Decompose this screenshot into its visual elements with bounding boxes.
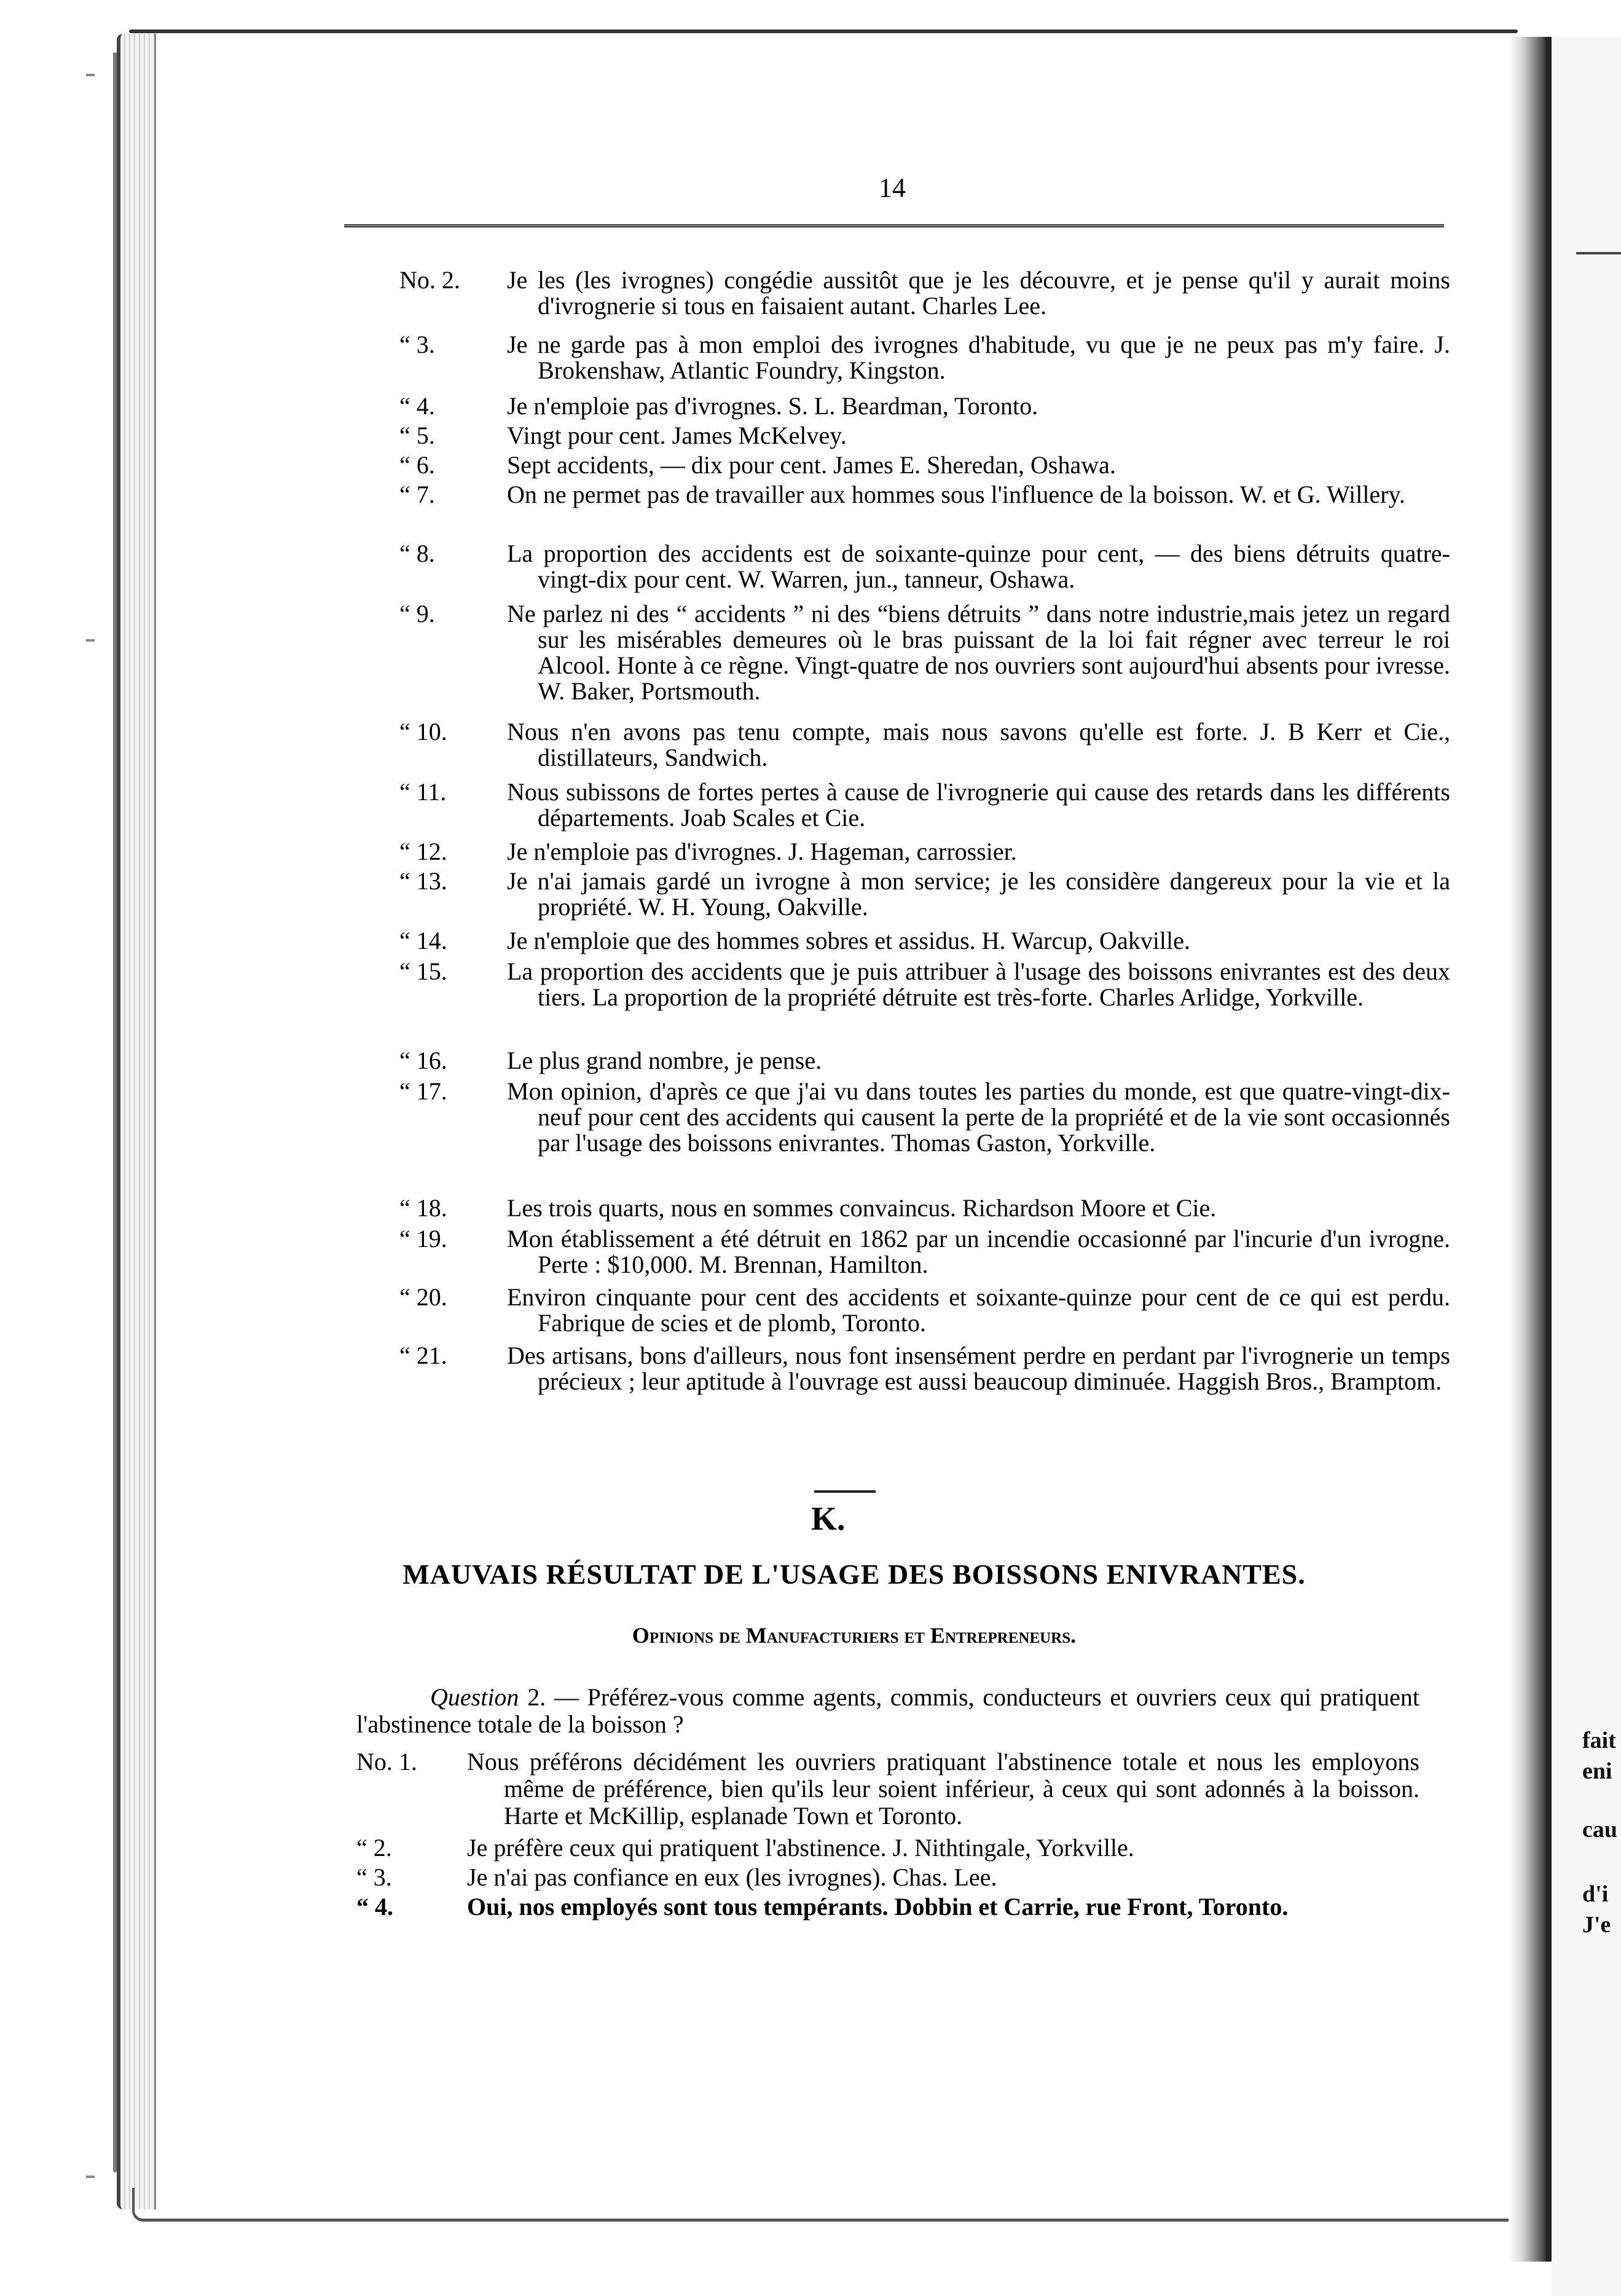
item-text: Nous n'en avons pas tenu compte, mais nous savons qu'elle est forte. J. B Kerr et Cie., distillateurs, Sandwich. xyxy=(507,718,1450,771)
item-text: Oui, nos employés sont tous tempérants. Dobbin et Carrie, rue Front, Toronto. xyxy=(467,1893,1289,1921)
list-item xyxy=(399,1284,1450,1336)
section-subtitle: Opinions de Manufacturiers et Entrepreneurs. xyxy=(632,1623,1077,1648)
item-number: “ 2. xyxy=(356,1834,392,1862)
list-item xyxy=(399,423,1450,449)
item-text: Nous préférons décidément les ouvriers pratiquant l'abstinence totale et nous les employons même de préférence, bien qu'ils leur soient inférieur, à ceux qui sont adonnés à la boisson. Harte et McKillip, esplanade Town et Toronto. xyxy=(467,1748,1419,1830)
list-item xyxy=(399,267,1450,319)
item-text: La proportion des accidents est de soixante-quinze pour cent, — des biens détruits quatre-vingt-dix pour cent. W. Warren, jun., tanneur, Oshawa. xyxy=(507,540,1450,593)
question-label: Question xyxy=(430,1683,519,1711)
list-item xyxy=(399,1226,1450,1278)
margin-mark xyxy=(86,2176,95,2178)
list-item xyxy=(399,332,1450,383)
item-number: “ 15. xyxy=(399,957,447,985)
list-item xyxy=(399,482,1450,508)
facing-page-rule xyxy=(1576,252,1621,254)
list-item xyxy=(399,959,1450,1010)
item-text: Vingt pour cent. James McKelvey. xyxy=(507,422,847,449)
item-text: Je n'emploie pas d'ivrognes. S. L. Beardman, Toronto. xyxy=(507,392,1038,420)
item-text: On ne permet pas de travailler aux hommes sous l'influence de la boisson. W. et G. Willery. xyxy=(507,481,1405,508)
item-text: Je préfère ceux qui pratiquent l'abstinence. J. Nithtingale, Yorkville. xyxy=(467,1834,1134,1862)
facing-page-text: fait xyxy=(1582,1728,1616,1753)
question-paragraph xyxy=(356,1684,1419,1738)
item-text: Des artisans, bons d'ailleurs, nous font insensément perdre en perdant par l'ivrognerie un temps précieux ; leur aptitude à l'ouvrage est aussi beaucoup diminuée. Haggish Bros., Bramptom. xyxy=(507,1342,1450,1395)
question-text: — Préférez-vous comme agents, commis, conducteurs et ouvriers ceux qui pratiquent l'abstinence totale de la boisson ? xyxy=(356,1683,1420,1738)
list-item xyxy=(356,1834,1419,1862)
item-number: “ 13. xyxy=(399,867,447,895)
list-item xyxy=(399,779,1450,831)
item-number: “ 3. xyxy=(356,1863,392,1891)
list-item xyxy=(399,601,1450,704)
question-number: 2. xyxy=(527,1683,546,1711)
facing-page-text: eni xyxy=(1582,1758,1612,1784)
page-top-edge xyxy=(129,29,1518,33)
item-text: Le plus grand nombre, je pense. xyxy=(507,1047,822,1074)
header-rule xyxy=(344,224,1444,227)
item-text: Je n'ai pas confiance en eux (les ivrognes). Chas. Lee. xyxy=(467,1863,997,1891)
item-number: “ 3. xyxy=(399,331,435,358)
item-number: “ 7. xyxy=(399,481,435,508)
item-text: La proportion des accidents que je puis attribuer à l'usage des boissons enivrantes est des deux tiers. La proportion de la propriété détruite est très-forte. Charles Arlidge, Yorkville. xyxy=(507,957,1450,1011)
section-title: MAUVAIS RÉSULTAT DE L'USAGE DES BOISSONS ENIVRANTES. xyxy=(402,1559,1306,1590)
item-text: Je ne garde pas à mon emploi des ivrognes d'habitude, vu que je ne peux pas m'y faire. J. Brokenshaw, Atlantic Foundry, Kingston. xyxy=(507,331,1450,384)
list-item xyxy=(399,393,1450,419)
item-text: Les trois quarts, nous en sommes convaincus. Richardson Moore et Cie. xyxy=(507,1194,1217,1222)
item-number: “ 21. xyxy=(399,1342,447,1369)
list-item xyxy=(399,868,1450,920)
item-text: Environ cinquante pour cent des accidents et soixante-quinze pour cent de ce qui est perdu. Fabrique de scies et de plomb, Toronto. xyxy=(507,1283,1450,1337)
list-item xyxy=(399,452,1450,478)
item-number: “ 11. xyxy=(399,778,447,806)
left-margin xyxy=(0,0,117,2296)
list-item xyxy=(399,1343,1450,1394)
item-number: “ 18. xyxy=(399,1194,447,1222)
list-item xyxy=(399,928,1450,954)
list-item xyxy=(356,1748,1419,1830)
item-number: “ 4. xyxy=(356,1893,393,1921)
item-number: “ 8. xyxy=(399,540,435,567)
list-item xyxy=(399,1195,1450,1221)
book-gutter xyxy=(1509,37,1545,2262)
item-number: “ 12. xyxy=(399,838,447,865)
list-item xyxy=(356,1893,1419,1921)
margin-mark xyxy=(86,74,95,76)
item-text: Je n'emploie pas d'ivrognes. J. Hageman, carrossier. xyxy=(507,838,1017,865)
item-number: “ 20. xyxy=(399,1283,447,1311)
item-number: No. 1. xyxy=(356,1748,417,1775)
facing-page-text: J'e xyxy=(1582,1912,1611,1938)
item-text: Sept accidents, — dix pour cent. James E. Sheredan, Oshawa. xyxy=(507,451,1116,479)
gutter-shadow xyxy=(1545,37,1552,2262)
item-number: “ 14. xyxy=(399,927,447,954)
item-text: Mon établissement a été détruit en 1862 par un incendie occasionné par l'incurie d'un ivrogne. Perte : $10,000. M. Brennan, Hamilton. xyxy=(507,1225,1450,1278)
item-text: Je n'ai jamais gardé un ivrogne à mon service; je les considère dangereux pour la vie et la propriété. W. H. Young, Oakville. xyxy=(507,867,1450,921)
item-number: “ 19. xyxy=(399,1225,447,1252)
facing-page-fragment xyxy=(1552,37,1621,2296)
section-rule xyxy=(814,1490,876,1493)
item-number: “ 9. xyxy=(399,600,435,627)
list-item xyxy=(356,1864,1419,1891)
item-text: Je les (les ivrognes) congédie aussitôt que je les découvre, et je pense qu'il y aurait moins d'ivrognerie si tous en faisaient autant. Charles Lee. xyxy=(507,266,1450,320)
item-number: “ 10. xyxy=(399,718,447,745)
item-number: No. 2. xyxy=(399,266,460,294)
page-bottom-edge xyxy=(132,2188,1536,2222)
item-text: Nous subissons de fortes pertes à cause de l'ivrognerie qui cause des retards dans les différents départements. Joab Scales et Cie. xyxy=(507,778,1450,832)
item-number: “ 5. xyxy=(399,422,435,449)
list-item xyxy=(399,1048,1450,1074)
margin-mark xyxy=(86,639,95,642)
item-number: “ 16. xyxy=(399,1047,447,1074)
page-number: 14 xyxy=(879,173,906,203)
list-item xyxy=(399,839,1450,865)
page-stack-edge xyxy=(117,34,156,2209)
item-text: Ne parlez ni des “ accidents ” ni des “biens détruits ” dans notre industrie,mais jetez un regard sur les misérables demeures où le bras puissant de la loi fait régner avec terreur le roi Alcool. Honte à ce règne. Vingt-quatre de nos ouvriers sont aujourd'hui absents pour ivresse. W. Baker, Portsmouth. xyxy=(507,600,1450,705)
facing-page-text: cau xyxy=(1582,1817,1617,1842)
list-item xyxy=(399,719,1450,771)
item-number: “ 6. xyxy=(399,451,435,479)
section-letter: K. xyxy=(811,1500,846,1537)
item-text: Mon opinion, d'après ce que j'ai vu dans toutes les parties du monde, est que quatre-vingt-dix-neuf pour cent des accidents qui causent la perte de la propriété et de la vie sont occasionnés par l'usage des boissons enivrantes. Thomas Gaston, Yorkville. xyxy=(507,1077,1450,1157)
list-item xyxy=(399,541,1450,592)
item-number: “ 17. xyxy=(399,1077,447,1105)
facing-page-text: d'i xyxy=(1582,1881,1609,1907)
item-text: Je n'emploie que des hommes sobres et assidus. H. Warcup, Oakville. xyxy=(507,927,1190,954)
list-item xyxy=(399,1079,1450,1156)
item-number: “ 4. xyxy=(399,392,435,420)
